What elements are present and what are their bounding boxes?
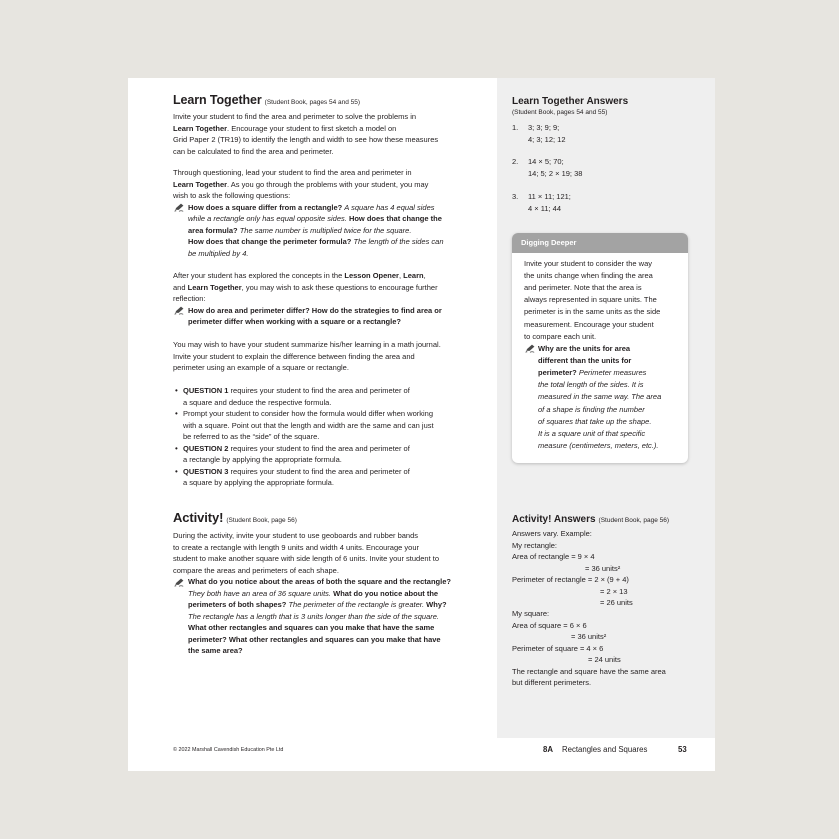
text-line	[188, 305, 442, 317]
question-text	[188, 576, 451, 657]
pencil-icon	[525, 344, 536, 353]
discussion-question	[173, 305, 442, 328]
bold-text: perimeter differ when working with a square or a rectangle?	[188, 317, 401, 327]
answer-line: = 2 × 13	[600, 586, 628, 596]
bold-text: Learn Together	[173, 123, 228, 133]
paragraph-reflection	[173, 270, 442, 328]
student-book-reference: (Student Book, pages 54 and 55)	[512, 108, 608, 116]
italic-text: be multiplied by 4.	[188, 248, 249, 258]
text-run: . Encourage your student to first sketch a model on	[227, 123, 397, 133]
italic-text: The same number is multiplied twice for the square.	[239, 225, 412, 235]
text-line: wish to ask the following questions:	[173, 191, 291, 201]
text-line	[188, 225, 444, 237]
text-run: requires your student to find the area and perimeter of	[228, 443, 410, 453]
bold-text: perimeters of both shapes?	[188, 600, 289, 610]
bold-text: What other rectangles and squares can you make that have the same	[188, 623, 435, 633]
text-line	[538, 355, 661, 367]
answer-lines	[528, 122, 566, 146]
text-line	[188, 634, 451, 646]
text-line: Invite your student to consider the way	[524, 258, 652, 268]
answer-line: Perimeter of square = 4 × 6	[512, 643, 604, 653]
answer-line: = 24 units	[588, 655, 621, 665]
text-run: . As you go through the problems with your student, you may	[227, 179, 429, 189]
paragraph-text	[173, 167, 444, 202]
answers-title: Learn Together Answers	[512, 95, 629, 107]
activity-answers-body	[512, 528, 666, 688]
text-line	[173, 123, 438, 135]
text-line	[183, 443, 434, 455]
paragraph-text	[524, 258, 661, 343]
paragraph-journal	[173, 339, 441, 374]
text-line: to create a rectangle with length 9 units and width 4 units. Encourage your	[173, 542, 419, 552]
text-line: reflection:	[173, 294, 206, 304]
text-line: • Prompt your student to consider how the formula would differ when working	[183, 409, 433, 419]
bold-text: What do you notice about the	[333, 588, 439, 598]
text-line	[173, 282, 442, 294]
section-title: Activity!	[173, 510, 224, 525]
answer-number: 3.	[512, 192, 519, 201]
answer-lines	[528, 156, 582, 180]
paragraph-intro	[173, 111, 438, 157]
bold-text: What do you notice about the areas of both the square and the rectangle?	[188, 577, 451, 587]
text-run: and	[173, 282, 188, 292]
discussion-question	[524, 343, 661, 452]
text-line: perimeter using an example of a square or rectangle.	[173, 363, 349, 373]
bold-text: Learn	[403, 271, 424, 281]
bold-text: area formula?	[188, 225, 240, 235]
text-line	[188, 645, 451, 657]
section-title: Learn Together	[173, 93, 262, 107]
text-line: always represented in square units. The	[524, 295, 657, 305]
text-line: 4 × 11; 44	[528, 204, 562, 213]
text-line: a rectangle by applying the appropriate formula.	[183, 455, 342, 465]
question-text	[188, 202, 444, 260]
paragraph-text	[173, 530, 451, 576]
text-line	[183, 385, 434, 397]
answer-lines	[528, 191, 571, 215]
answer-line: Area of square = 6 × 6	[512, 620, 587, 630]
answer-line: Perimeter of rectangle = 2 × (9 + 4)	[512, 575, 629, 585]
italic-text: The perimeter of the rectangle is greater.	[288, 600, 427, 610]
text-run: ,	[398, 271, 404, 281]
bold-text: How does a square differ from a rectangle?	[188, 202, 345, 212]
italic-text: measure (centimeters, meters, etc.).	[538, 441, 659, 450]
bullet-list	[173, 385, 434, 489]
italic-text: The rectangle has a length that is 3 units longer than the side of the square.	[188, 611, 439, 621]
answer-item	[512, 191, 571, 215]
text-line	[188, 316, 442, 328]
text-line: compare the areas and perimeters of each shape.	[173, 565, 339, 575]
bold-text: perimeter?	[538, 368, 579, 378]
question-text	[538, 343, 661, 452]
answer-line: = 26 units	[600, 598, 633, 608]
text-line	[188, 202, 444, 214]
answer-item	[512, 122, 566, 146]
digging-deeper-body	[524, 258, 661, 452]
text-line: and perimeter. Note that the area is	[524, 283, 642, 293]
bold-text: different than the units for	[538, 356, 632, 366]
bold-text: How does that change the	[348, 214, 442, 224]
answer-item	[512, 156, 582, 180]
text-line	[538, 391, 661, 403]
text-line	[538, 379, 661, 391]
text-line	[188, 599, 451, 611]
text-line	[538, 343, 661, 355]
italic-text: while a rectangle only has equal opposite sides.	[188, 214, 349, 224]
text-line: student to make another square with side length of 6 units. Invite your student to	[173, 554, 439, 564]
discussion-question	[173, 202, 444, 260]
text-line	[538, 440, 661, 452]
paragraph-questioning	[173, 167, 444, 259]
text-line	[538, 428, 661, 440]
italic-text: It is a square unit of that specific	[538, 428, 646, 438]
text-line: perimeter is in the same units as the side	[524, 307, 661, 317]
text-line: Grid Paper 2 (TR19) to identify the length and width to see how these measures	[173, 135, 439, 145]
text-line	[538, 416, 661, 428]
answer-line: My rectangle:	[512, 540, 558, 550]
activity-heading	[173, 510, 297, 529]
text-line: During the activity, invite your student to use geoboards and rubber bands	[173, 531, 419, 541]
bold-text: QUESTION 2	[183, 443, 229, 453]
bold-text: QUESTION 3	[183, 466, 229, 476]
text-line: 14 × 5; 70;	[528, 157, 564, 166]
answer-line: Area of rectangle = 9 × 4	[512, 552, 595, 562]
text-line: Through questioning, lead your student to find the area and perimeter in	[173, 168, 412, 178]
text-line: 14; 5; 2 × 19; 38	[528, 169, 583, 178]
text-line: 4; 3; 12; 12	[528, 135, 566, 144]
text-line	[188, 213, 444, 225]
text-line: with a square. Point out that the length and width are the same and can just	[183, 420, 434, 430]
bold-text: How do area and perimeter differ? How do the strategies to find area or	[188, 305, 442, 315]
text-run: , you may wish to ask these questions to encourage further	[241, 282, 438, 292]
italic-text: measured in the same way. The area	[538, 392, 662, 402]
paragraph-activity	[173, 530, 451, 657]
student-book-reference: (Student Book, page 56)	[226, 517, 297, 524]
text-line: Invite your student to explain the difference between finding the area and	[173, 351, 415, 361]
text-line	[188, 622, 451, 634]
answer-line: = 36 units²	[571, 632, 607, 642]
digging-deeper-box	[512, 233, 688, 463]
text-line	[188, 248, 444, 260]
bold-text: Why?	[426, 600, 447, 610]
text-line	[188, 576, 451, 588]
text-line	[173, 179, 444, 191]
student-book-reference: (Student Book, pages 54 and 55)	[264, 99, 361, 106]
italic-text: A square has 4 equal sides	[344, 202, 435, 212]
pencil-icon	[174, 578, 185, 587]
italic-text: of a shape is finding the number	[538, 404, 645, 414]
bold-text: perimeter? What other rectangles and squares can you make that have	[188, 634, 441, 644]
text-line: a square by applying the appropriate formula.	[183, 478, 334, 488]
activity-answers-heading	[512, 511, 669, 527]
text-line	[188, 611, 451, 623]
discussion-question	[173, 576, 451, 657]
text-line	[538, 367, 661, 379]
bullet-item	[173, 408, 434, 443]
text-line	[188, 236, 444, 248]
bold-text: Learn Together	[173, 179, 228, 189]
answers-title: Activity! Answers	[512, 513, 596, 525]
italic-text: of squares that take up the shape.	[538, 416, 652, 426]
bold-text: QUESTION 1	[183, 386, 229, 396]
pencil-icon	[174, 203, 185, 212]
text-line: Invite your student to find the area and perimeter to solve the problems in	[173, 112, 417, 122]
digging-deeper-title: Digging Deeper	[512, 233, 688, 253]
bold-text: Lesson Opener	[344, 271, 399, 281]
text-run: ,	[423, 271, 426, 281]
page-number: 53	[678, 745, 687, 754]
text-run: requires your student to find the area and perimeter of	[228, 386, 410, 396]
answer-number: 2.	[512, 157, 519, 166]
answer-number: 1.	[512, 123, 519, 132]
pencil-icon	[174, 306, 185, 315]
paragraph-text	[173, 270, 442, 305]
chapter-title: Rectangles and Squares	[562, 745, 648, 754]
learn-together-answers-heading	[512, 93, 628, 108]
text-line	[188, 588, 451, 600]
text-line: a square and deduce the respective formula.	[183, 397, 332, 407]
bullet-item	[173, 385, 434, 408]
text-line: to compare each unit.	[524, 331, 597, 341]
text-line: be referred to as the “side” of the square.	[183, 432, 320, 442]
unit-label: 8A	[543, 745, 553, 754]
text-run: requires your student to find the area and perimeter of	[228, 466, 410, 476]
bullet-item	[173, 466, 434, 489]
bullet-item	[173, 443, 434, 466]
text-line	[183, 466, 434, 478]
text-line: the units change when finding the area	[524, 271, 653, 281]
italic-text: They both have an area of 36 square units.	[188, 588, 334, 598]
question-text	[188, 305, 442, 328]
text-line: can be calculated to find the area and perimeter.	[173, 146, 334, 156]
answer-line: but different perimeters.	[512, 678, 592, 688]
bold-text: the same area?	[188, 646, 243, 656]
text-line: 11 × 11; 121;	[528, 192, 571, 201]
bold-text: How does that change the perimeter formula?	[188, 237, 354, 247]
answer-line: My square:	[512, 609, 550, 619]
italic-text: The length of the sides can	[353, 237, 444, 247]
copyright-notice: © 2022 Marshall Cavendish Education Pte Ltd	[173, 747, 284, 753]
learn-together-heading	[173, 92, 360, 111]
text-run: After your student has explored the concepts in the	[173, 271, 345, 281]
bold-text: Why are the units for area	[538, 343, 631, 353]
text-line	[538, 404, 661, 416]
italic-text: the total length of the sides. It is	[538, 380, 644, 390]
student-book-reference: (Student Book, page 56)	[598, 516, 670, 524]
answer-line: The rectangle and square have the same area	[512, 666, 666, 676]
text-line: You may wish to have your student summarize his/her learning in a math journal.	[173, 340, 441, 350]
answer-line: Answers vary. Example:	[512, 529, 592, 539]
bold-text: Learn Together	[187, 282, 242, 292]
answer-line: = 36 units²	[585, 563, 621, 573]
text-line	[173, 270, 442, 282]
text-line: 3; 3; 9; 9;	[528, 123, 560, 132]
text-line: measurement. Encourage your student	[524, 319, 654, 329]
italic-text: Perimeter measures	[578, 368, 647, 378]
